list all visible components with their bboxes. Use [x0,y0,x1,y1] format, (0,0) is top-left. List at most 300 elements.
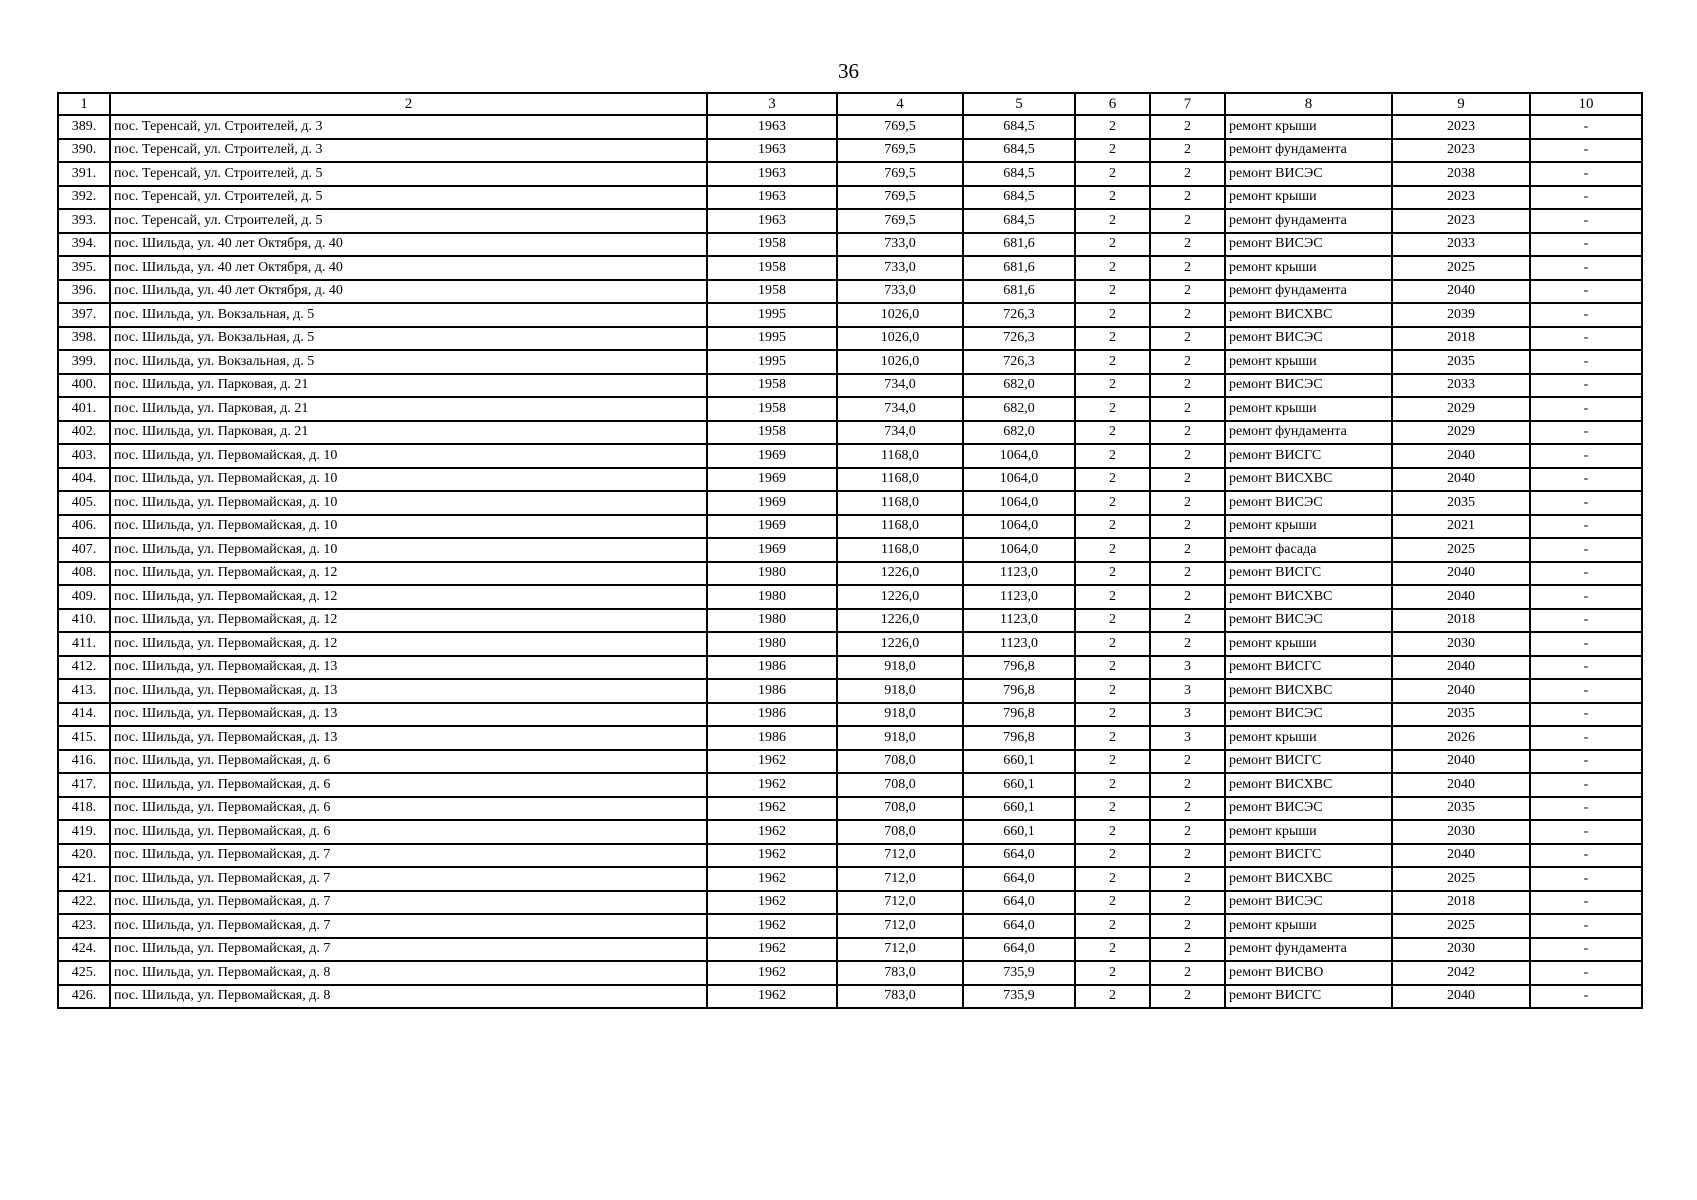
entrances-cell: 2 [1150,350,1225,374]
note-cell: - [1530,162,1642,186]
entrances-cell: 2 [1150,327,1225,351]
note-cell: - [1530,421,1642,445]
row-number-cell: 396. [58,280,110,304]
planned-year-cell: 2035 [1392,350,1530,374]
column-header: 9 [1392,93,1530,115]
planned-year-cell: 2040 [1392,562,1530,586]
address-cell: пос. Теренсай, ул. Строителей, д. 3 [110,139,707,163]
total-area-cell: 769,5 [837,139,963,163]
living-area-cell: 1123,0 [963,609,1075,633]
table-row [58,186,1642,210]
entrances-cell: 2 [1150,421,1225,445]
living-area-cell: 682,0 [963,374,1075,398]
row-number-cell: 397. [58,303,110,327]
row-number-cell: 407. [58,538,110,562]
living-area-cell: 1064,0 [963,538,1075,562]
work-type-cell: ремонт ВИСЭС [1225,162,1392,186]
total-area-cell: 734,0 [837,374,963,398]
table-row [58,914,1642,938]
address-cell: пос. Шильда, ул. Первомайская, д. 7 [110,914,707,938]
living-area-cell: 660,1 [963,773,1075,797]
floors-cell: 2 [1075,891,1150,915]
total-area-cell: 783,0 [837,961,963,985]
work-type-cell: ремонт ВИСЭС [1225,891,1392,915]
year-built-cell: 1962 [707,891,837,915]
floors-cell: 2 [1075,209,1150,233]
planned-year-cell: 2025 [1392,914,1530,938]
living-area-cell: 1064,0 [963,515,1075,539]
floors-cell: 2 [1075,679,1150,703]
planned-year-cell: 2023 [1392,186,1530,210]
table-row [58,726,1642,750]
entrances-cell: 2 [1150,609,1225,633]
note-cell: - [1530,562,1642,586]
note-cell: - [1530,820,1642,844]
row-number-cell: 402. [58,421,110,445]
work-type-cell: ремонт ВИСВО [1225,961,1392,985]
year-built-cell: 1958 [707,374,837,398]
column-header: 5 [963,93,1075,115]
table-row [58,209,1642,233]
entrances-cell: 2 [1150,515,1225,539]
year-built-cell: 1980 [707,609,837,633]
address-cell: пос. Шильда, ул. Первомайская, д. 12 [110,585,707,609]
address-cell: пос. Шильда, ул. Первомайская, д. 7 [110,867,707,891]
note-cell: - [1530,186,1642,210]
year-built-cell: 1962 [707,914,837,938]
address-cell: пос. Шильда, ул. Первомайская, д. 13 [110,703,707,727]
note-cell: - [1530,867,1642,891]
row-number-cell: 412. [58,656,110,680]
living-area-cell: 660,1 [963,820,1075,844]
year-built-cell: 1962 [707,797,837,821]
living-area-cell: 1123,0 [963,562,1075,586]
entrances-cell: 2 [1150,374,1225,398]
year-built-cell: 1969 [707,538,837,562]
note-cell: - [1530,139,1642,163]
note-cell: - [1530,985,1642,1009]
year-built-cell: 1980 [707,585,837,609]
row-number-cell: 405. [58,491,110,515]
total-area-cell: 918,0 [837,679,963,703]
year-built-cell: 1958 [707,280,837,304]
row-number-cell: 394. [58,233,110,257]
living-area-cell: 664,0 [963,844,1075,868]
floors-cell: 2 [1075,938,1150,962]
year-built-cell: 1962 [707,938,837,962]
address-cell: пос. Шильда, ул. Первомайская, д. 12 [110,632,707,656]
row-number-cell: 395. [58,256,110,280]
table-row [58,609,1642,633]
year-built-cell: 1962 [707,750,837,774]
year-built-cell: 1986 [707,726,837,750]
planned-year-cell: 2021 [1392,515,1530,539]
note-cell: - [1530,115,1642,139]
work-type-cell: ремонт ВИСЭС [1225,233,1392,257]
year-built-cell: 1962 [707,961,837,985]
floors-cell: 2 [1075,327,1150,351]
row-number-cell: 404. [58,468,110,492]
planned-year-cell: 2040 [1392,750,1530,774]
address-cell: пос. Теренсай, ул. Строителей, д. 3 [110,115,707,139]
table-row [58,656,1642,680]
row-number-cell: 399. [58,350,110,374]
row-number-cell: 414. [58,703,110,727]
living-area-cell: 796,8 [963,726,1075,750]
living-area-cell: 681,6 [963,233,1075,257]
row-number-cell: 403. [58,444,110,468]
total-area-cell: 1026,0 [837,327,963,351]
floors-cell: 2 [1075,844,1150,868]
floors-cell: 2 [1075,726,1150,750]
planned-year-cell: 2026 [1392,726,1530,750]
planned-year-cell: 2040 [1392,773,1530,797]
entrances-cell: 2 [1150,233,1225,257]
address-cell: пос. Шильда, ул. Первомайская, д. 10 [110,444,707,468]
entrances-cell: 2 [1150,914,1225,938]
living-area-cell: 1064,0 [963,491,1075,515]
note-cell: - [1530,938,1642,962]
entrances-cell: 2 [1150,115,1225,139]
total-area-cell: 712,0 [837,938,963,962]
planned-year-cell: 2025 [1392,256,1530,280]
note-cell: - [1530,444,1642,468]
work-type-cell: ремонт фундамента [1225,209,1392,233]
living-area-cell: 684,5 [963,209,1075,233]
work-type-cell: ремонт фундамента [1225,139,1392,163]
table-row [58,256,1642,280]
year-built-cell: 1963 [707,162,837,186]
table-row [58,374,1642,398]
table-row [58,538,1642,562]
floors-cell: 2 [1075,397,1150,421]
note-cell: - [1530,679,1642,703]
total-area-cell: 712,0 [837,844,963,868]
row-number-cell: 413. [58,679,110,703]
address-cell: пос. Шильда, ул. Первомайская, д. 6 [110,773,707,797]
note-cell: - [1530,303,1642,327]
year-built-cell: 1958 [707,421,837,445]
table-row [58,585,1642,609]
total-area-cell: 712,0 [837,867,963,891]
note-cell: - [1530,468,1642,492]
work-type-cell: ремонт ВИСХВС [1225,303,1392,327]
living-area-cell: 1123,0 [963,632,1075,656]
living-area-cell: 681,6 [963,256,1075,280]
note-cell: - [1530,703,1642,727]
floors-cell: 2 [1075,162,1150,186]
table-row [58,233,1642,257]
living-area-cell: 735,9 [963,985,1075,1009]
entrances-cell: 3 [1150,703,1225,727]
table-row [58,397,1642,421]
year-built-cell: 1958 [707,256,837,280]
entrances-cell: 2 [1150,444,1225,468]
address-cell: пос. Шильда, ул. Вокзальная, д. 5 [110,350,707,374]
year-built-cell: 1962 [707,867,837,891]
entrances-cell: 2 [1150,139,1225,163]
living-area-cell: 796,8 [963,703,1075,727]
planned-year-cell: 2018 [1392,327,1530,351]
planned-year-cell: 2033 [1392,374,1530,398]
planned-year-cell: 2042 [1392,961,1530,985]
page-number: 36 [838,59,859,83]
column-header: 8 [1225,93,1392,115]
address-cell: пос. Шильда, ул. Первомайская, д. 8 [110,961,707,985]
total-area-cell: 1168,0 [837,515,963,539]
column-number-row [58,93,1642,115]
floors-cell: 2 [1075,985,1150,1009]
entrances-cell: 2 [1150,820,1225,844]
year-built-cell: 1995 [707,350,837,374]
address-cell: пос. Шильда, ул. Первомайская, д. 8 [110,985,707,1009]
address-cell: пос. Шильда, ул. Первомайская, д. 7 [110,891,707,915]
planned-year-cell: 2023 [1392,115,1530,139]
note-cell: - [1530,656,1642,680]
total-area-cell: 918,0 [837,656,963,680]
total-area-cell: 734,0 [837,397,963,421]
address-cell: пос. Шильда, ул. 40 лет Октября, д. 40 [110,280,707,304]
work-type-cell: ремонт ВИСГС [1225,844,1392,868]
floors-cell: 2 [1075,350,1150,374]
row-number-cell: 391. [58,162,110,186]
entrances-cell: 2 [1150,985,1225,1009]
note-cell: - [1530,256,1642,280]
table-row [58,327,1642,351]
living-area-cell: 681,6 [963,280,1075,304]
total-area-cell: 708,0 [837,773,963,797]
floors-cell: 2 [1075,538,1150,562]
note-cell: - [1530,726,1642,750]
floors-cell: 2 [1075,562,1150,586]
planned-year-cell: 2035 [1392,703,1530,727]
total-area-cell: 708,0 [837,820,963,844]
row-number-cell: 408. [58,562,110,586]
living-area-cell: 660,1 [963,750,1075,774]
note-cell: - [1530,891,1642,915]
entrances-cell: 2 [1150,867,1225,891]
entrances-cell: 2 [1150,585,1225,609]
floors-cell: 2 [1075,444,1150,468]
total-area-cell: 918,0 [837,726,963,750]
total-area-cell: 1226,0 [837,585,963,609]
planned-year-cell: 2040 [1392,468,1530,492]
total-area-cell: 1226,0 [837,632,963,656]
year-built-cell: 1986 [707,656,837,680]
work-type-cell: ремонт ВИСЭС [1225,609,1392,633]
planned-year-cell: 2040 [1392,679,1530,703]
table-row [58,350,1642,374]
address-cell: пос. Шильда, ул. Парковая, д. 21 [110,374,707,398]
floors-cell: 2 [1075,797,1150,821]
year-built-cell: 1969 [707,468,837,492]
living-area-cell: 796,8 [963,679,1075,703]
floors-cell: 2 [1075,914,1150,938]
living-area-cell: 684,5 [963,139,1075,163]
year-built-cell: 1969 [707,444,837,468]
total-area-cell: 733,0 [837,280,963,304]
entrances-cell: 2 [1150,538,1225,562]
entrances-cell: 2 [1150,162,1225,186]
note-cell: - [1530,961,1642,985]
floors-cell: 2 [1075,632,1150,656]
table-row [58,632,1642,656]
address-cell: пос. Шильда, ул. Первомайская, д. 6 [110,820,707,844]
year-built-cell: 1962 [707,985,837,1009]
row-number-cell: 424. [58,938,110,962]
total-area-cell: 1168,0 [837,491,963,515]
planned-year-cell: 2030 [1392,938,1530,962]
total-area-cell: 708,0 [837,750,963,774]
address-cell: пос. Теренсай, ул. Строителей, д. 5 [110,186,707,210]
work-type-cell: ремонт крыши [1225,914,1392,938]
work-type-cell: ремонт фундамента [1225,938,1392,962]
floors-cell: 2 [1075,773,1150,797]
floors-cell: 2 [1075,233,1150,257]
table-row [58,844,1642,868]
table-row [58,491,1642,515]
row-number-cell: 426. [58,985,110,1009]
row-number-cell: 415. [58,726,110,750]
work-type-cell: ремонт крыши [1225,256,1392,280]
table-row [58,280,1642,304]
row-number-cell: 398. [58,327,110,351]
living-area-cell: 1123,0 [963,585,1075,609]
address-cell: пос. Шильда, ул. Первомайская, д. 12 [110,609,707,633]
row-number-cell: 392. [58,186,110,210]
address-cell: пос. Шильда, ул. Парковая, д. 21 [110,421,707,445]
address-cell: пос. Шильда, ул. Первомайская, д. 6 [110,750,707,774]
note-cell: - [1530,233,1642,257]
total-area-cell: 1226,0 [837,609,963,633]
planned-year-cell: 2040 [1392,844,1530,868]
total-area-cell: 734,0 [837,421,963,445]
address-cell: пос. Шильда, ул. Парковая, д. 21 [110,397,707,421]
entrances-cell: 2 [1150,186,1225,210]
total-area-cell: 1168,0 [837,468,963,492]
planned-year-cell: 2025 [1392,867,1530,891]
year-built-cell: 1962 [707,773,837,797]
work-type-cell: ремонт фасада [1225,538,1392,562]
address-cell: пос. Шильда, ул. Первомайская, д. 13 [110,726,707,750]
entrances-cell: 2 [1150,961,1225,985]
note-cell: - [1530,773,1642,797]
table-row [58,162,1642,186]
row-number-cell: 409. [58,585,110,609]
address-cell: пос. Шильда, ул. Первомайская, д. 10 [110,491,707,515]
table-row [58,891,1642,915]
entrances-cell: 3 [1150,679,1225,703]
row-number-cell: 421. [58,867,110,891]
work-type-cell: ремонт крыши [1225,186,1392,210]
note-cell: - [1530,609,1642,633]
floors-cell: 2 [1075,491,1150,515]
planned-year-cell: 2033 [1392,233,1530,257]
year-built-cell: 1969 [707,515,837,539]
year-built-cell: 1963 [707,139,837,163]
planned-year-cell: 2025 [1392,538,1530,562]
repair-register-table [57,92,1643,1009]
total-area-cell: 1168,0 [837,444,963,468]
planned-year-cell: 2038 [1392,162,1530,186]
row-number-cell: 420. [58,844,110,868]
work-type-cell: ремонт ВИСХВС [1225,585,1392,609]
note-cell: - [1530,797,1642,821]
work-type-cell: ремонт ВИСХВС [1225,867,1392,891]
note-cell: - [1530,209,1642,233]
column-header: 3 [707,93,837,115]
address-cell: пос. Шильда, ул. 40 лет Октября, д. 40 [110,233,707,257]
address-cell: пос. Шильда, ул. Первомайская, д. 10 [110,538,707,562]
floors-cell: 2 [1075,115,1150,139]
planned-year-cell: 2030 [1392,632,1530,656]
row-number-cell: 423. [58,914,110,938]
planned-year-cell: 2040 [1392,585,1530,609]
work-type-cell: ремонт крыши [1225,115,1392,139]
year-built-cell: 1962 [707,844,837,868]
living-area-cell: 684,5 [963,186,1075,210]
floors-cell: 2 [1075,303,1150,327]
planned-year-cell: 2040 [1392,985,1530,1009]
work-type-cell: ремонт ВИСХВС [1225,679,1392,703]
table-row [58,820,1642,844]
year-built-cell: 1995 [707,327,837,351]
note-cell: - [1530,750,1642,774]
address-cell: пос. Шильда, ул. 40 лет Октября, д. 40 [110,256,707,280]
entrances-cell: 2 [1150,562,1225,586]
entrances-cell: 2 [1150,891,1225,915]
address-cell: пос. Шильда, ул. Первомайская, д. 6 [110,797,707,821]
total-area-cell: 712,0 [837,891,963,915]
row-number-cell: 422. [58,891,110,915]
note-cell: - [1530,397,1642,421]
living-area-cell: 664,0 [963,891,1075,915]
note-cell: - [1530,374,1642,398]
floors-cell: 2 [1075,139,1150,163]
total-area-cell: 733,0 [837,233,963,257]
table-row [58,679,1642,703]
living-area-cell: 1064,0 [963,468,1075,492]
address-cell: пос. Шильда, ул. Первомайская, д. 13 [110,679,707,703]
note-cell: - [1530,327,1642,351]
address-cell: пос. Шильда, ул. Первомайская, д. 7 [110,938,707,962]
table-row [58,961,1642,985]
address-cell: пос. Шильда, ул. Первомайская, д. 13 [110,656,707,680]
entrances-cell: 2 [1150,491,1225,515]
year-built-cell: 1995 [707,303,837,327]
address-cell: пос. Шильда, ул. Первомайская, д. 12 [110,562,707,586]
entrances-cell: 2 [1150,797,1225,821]
living-area-cell: 664,0 [963,914,1075,938]
address-cell: пос. Шильда, ул. Вокзальная, д. 5 [110,327,707,351]
year-built-cell: 1980 [707,562,837,586]
address-cell: пос. Шильда, ул. Первомайская, д. 10 [110,515,707,539]
year-built-cell: 1963 [707,115,837,139]
table-row [58,867,1642,891]
total-area-cell: 1226,0 [837,562,963,586]
planned-year-cell: 2040 [1392,280,1530,304]
floors-cell: 2 [1075,256,1150,280]
work-type-cell: ремонт ВИСЭС [1225,327,1392,351]
address-cell: пос. Теренсай, ул. Строителей, д. 5 [110,162,707,186]
work-type-cell: ремонт крыши [1225,632,1392,656]
work-type-cell: ремонт крыши [1225,397,1392,421]
row-number-cell: 393. [58,209,110,233]
entrances-cell: 2 [1150,468,1225,492]
address-cell: пос. Теренсай, ул. Строителей, д. 5 [110,209,707,233]
living-area-cell: 796,8 [963,656,1075,680]
row-number-cell: 406. [58,515,110,539]
